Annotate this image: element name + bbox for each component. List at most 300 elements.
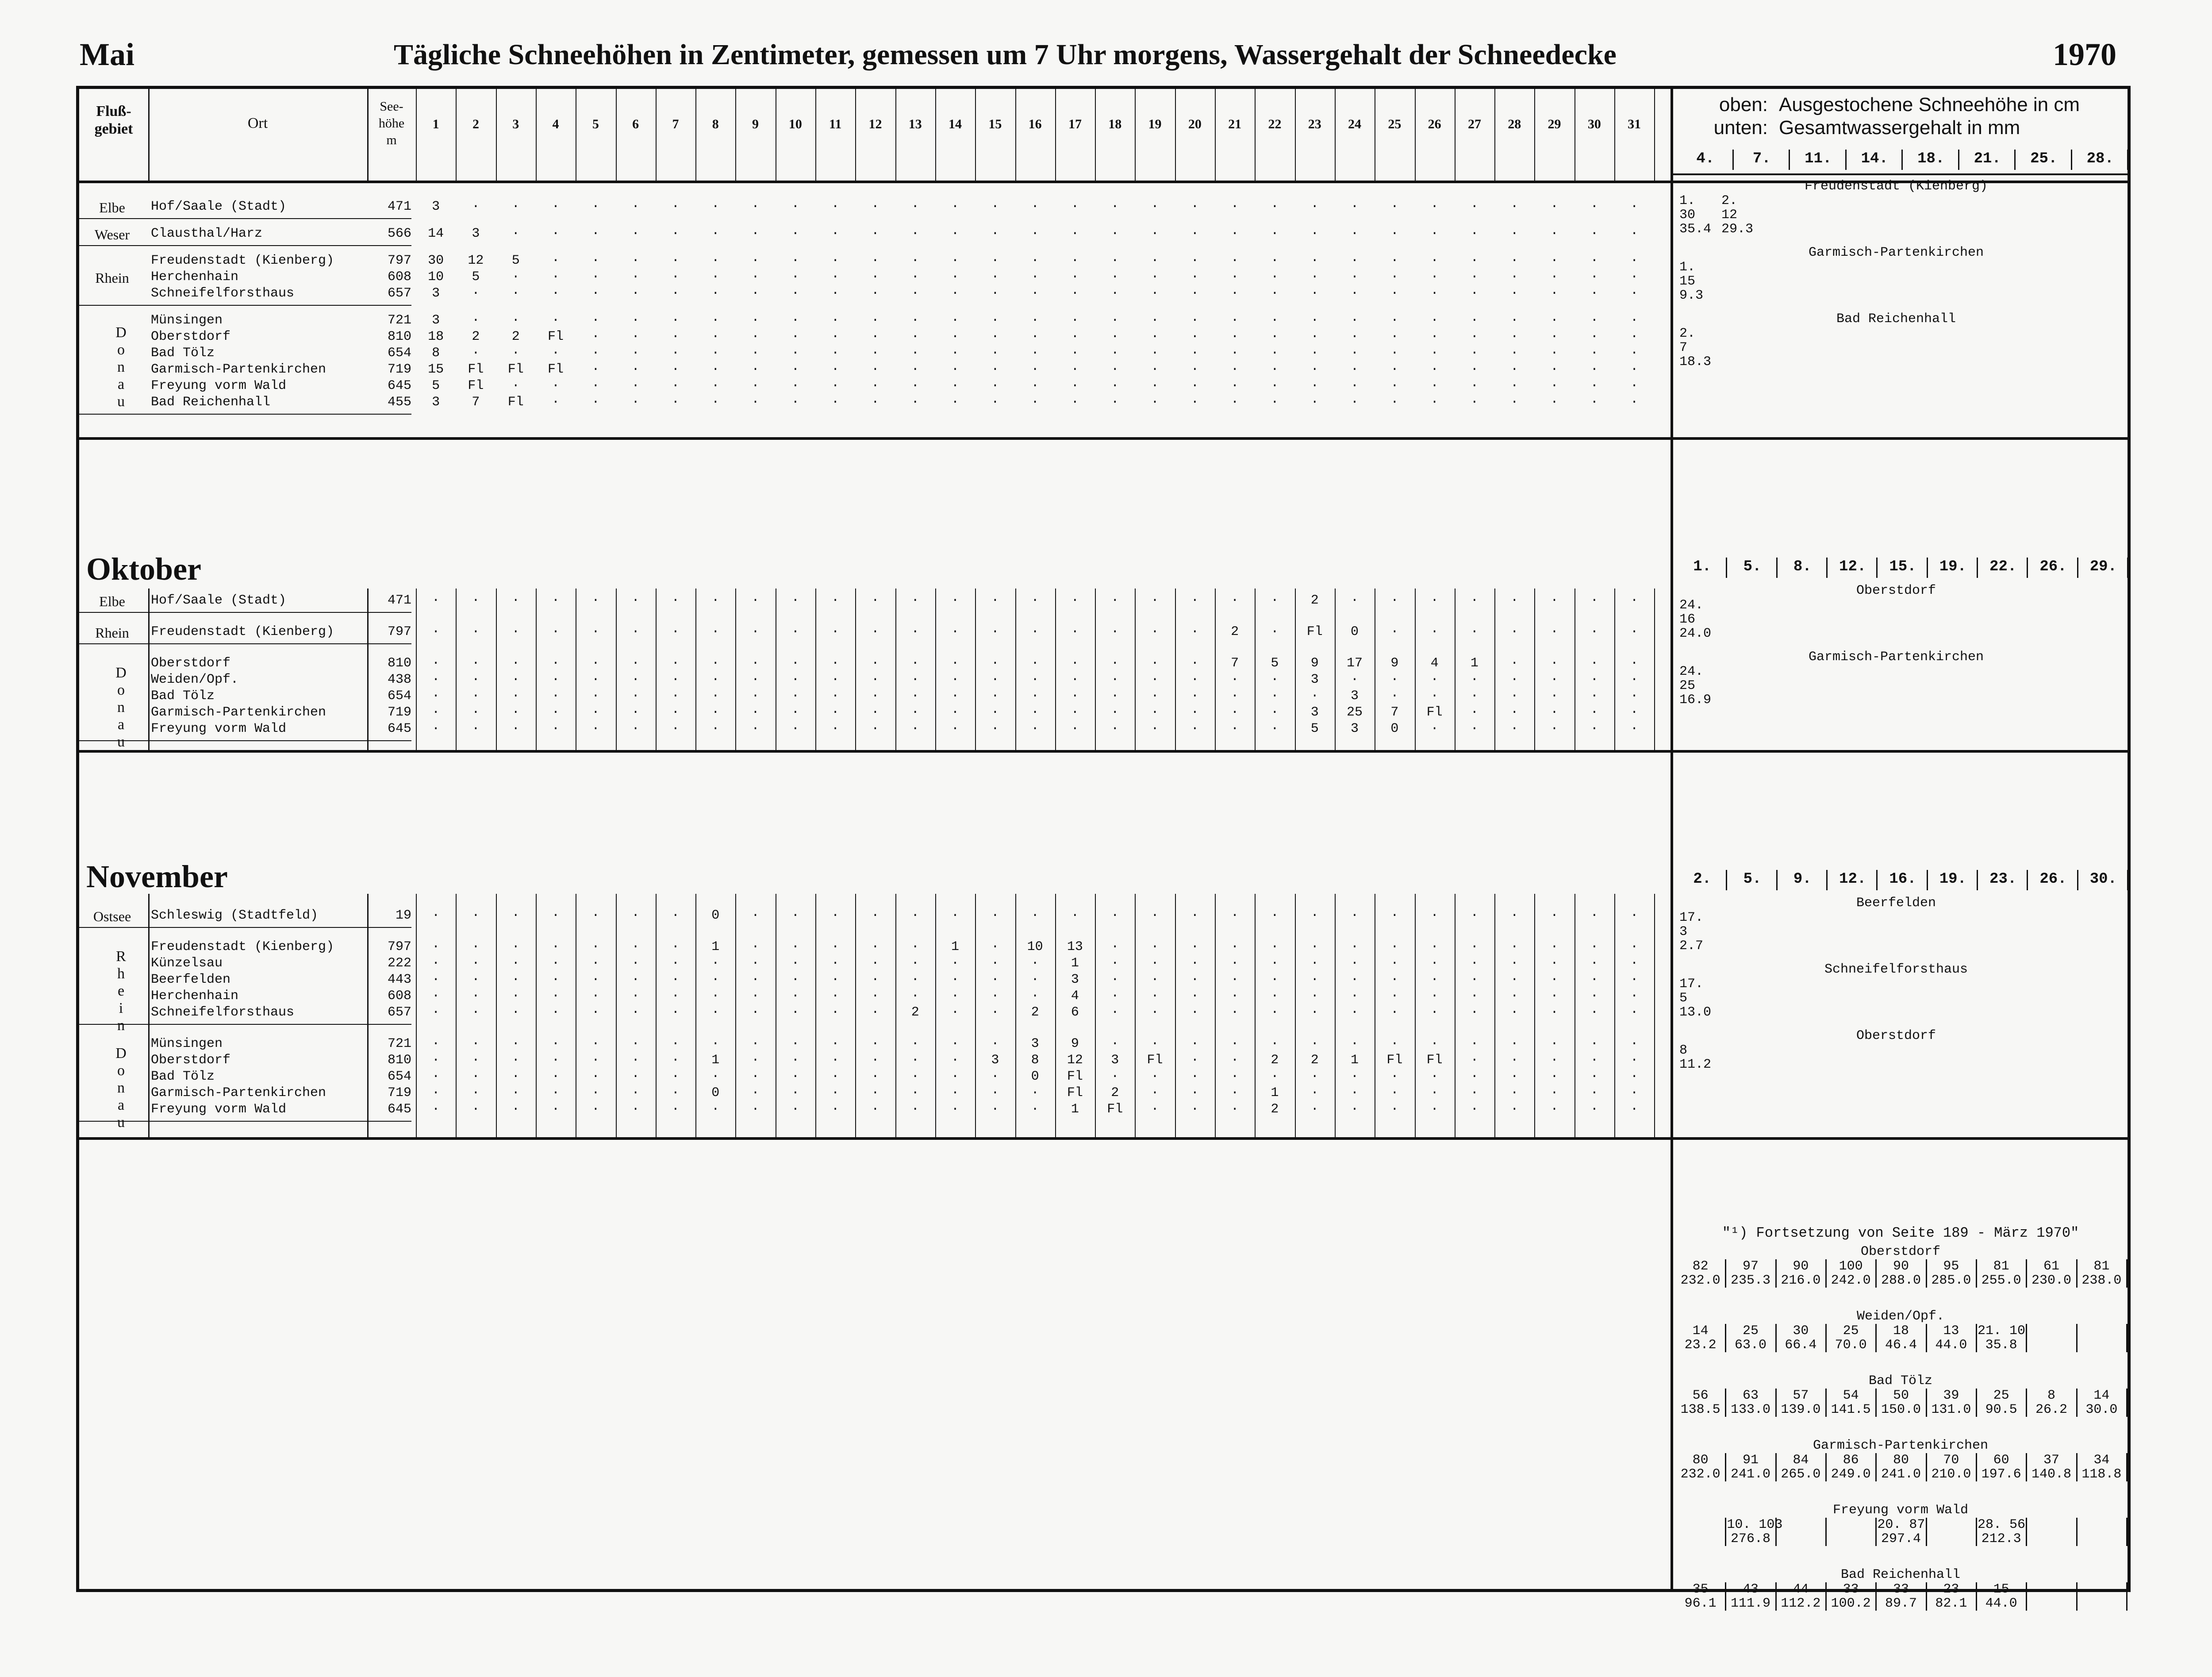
col-line	[1175, 588, 1176, 750]
mai-cell: ·	[831, 329, 840, 344]
november-cell: ·	[1031, 956, 1039, 971]
oktober-cell: ·	[671, 624, 680, 639]
col-line	[735, 588, 736, 750]
mai-cell: 7	[472, 395, 480, 410]
oktober-cell: ·	[991, 688, 999, 704]
continuation-bar	[2126, 1518, 2128, 1546]
mai-cell: ·	[991, 395, 999, 410]
continuation-value: 44 112.2	[1781, 1582, 1821, 1611]
continuation-bar	[2026, 1582, 2027, 1611]
col-line	[1534, 86, 1535, 181]
continuation-value: 61 230.0	[2031, 1259, 2071, 1288]
col-header-day-28: 28	[1508, 117, 1521, 131]
november-cell: ·	[831, 939, 840, 954]
mai-cell: ·	[831, 199, 840, 214]
continuation-title: "¹) Fortsetzung von Seite 189 - März 1970"	[1722, 1225, 2079, 1241]
mai-cell: ·	[991, 286, 999, 301]
mai-cell: ·	[831, 286, 840, 301]
mai-cell: ·	[1510, 313, 1519, 328]
mai-cell: ·	[631, 269, 640, 285]
mai-cell: ·	[472, 199, 480, 214]
oktober-ort: Hof/Saale (Stadt)	[151, 593, 287, 608]
mai-cell: ·	[1510, 253, 1519, 268]
november-cell: 2	[1031, 1005, 1039, 1020]
november-cell: ·	[871, 939, 879, 954]
november-cell: ·	[1190, 956, 1199, 971]
november-cell: ·	[911, 1102, 919, 1117]
oktober-cell: ·	[631, 705, 640, 720]
mai-cell: ·	[1111, 362, 1119, 377]
mai-cell: ·	[911, 226, 919, 241]
continuation-value: 57 139.0	[1781, 1388, 1821, 1417]
mai-cell: ·	[1231, 226, 1239, 241]
november-cell: ·	[751, 956, 760, 971]
mai-river: Weser	[94, 226, 130, 242]
continuation-bar	[1825, 1324, 1827, 1352]
mai-cell: ·	[1550, 378, 1559, 393]
mai-cell: ·	[711, 395, 720, 410]
mai-group-line	[76, 305, 411, 306]
mai-cell: 5	[511, 253, 520, 268]
mai-cell: ·	[871, 378, 879, 393]
november-seehoehe: 654	[387, 1069, 411, 1084]
oktober-cell: ·	[1510, 593, 1519, 608]
november-seehoehe: 810	[387, 1053, 411, 1068]
oktober-seehoehe: 654	[387, 688, 411, 704]
mai-cell: ·	[1190, 199, 1199, 214]
oktober-cell: ·	[831, 688, 840, 704]
col-header-day-20: 20	[1188, 117, 1202, 131]
mai-river: Elbe	[99, 199, 125, 215]
november-cell: 2	[1271, 1102, 1279, 1117]
page-title: Tägliche Schneehöhen in Zentimeter, gemessen um 7 Uhr morgens, Wassergehalt der Schneedecke	[394, 38, 1617, 71]
col-header-day-8: 8	[712, 117, 719, 131]
oktober-cell: ·	[1031, 688, 1039, 704]
mai-cell: ·	[1590, 395, 1598, 410]
november-cell: ·	[591, 956, 600, 971]
november-cell: ·	[472, 1102, 480, 1117]
right-panel-divider	[1671, 86, 1673, 1592]
oktober-cell: ·	[591, 688, 600, 704]
november-cell: ·	[991, 972, 999, 987]
november-cell: ·	[831, 1053, 840, 1068]
mai-cell: ·	[1071, 313, 1079, 328]
mai-cell: ·	[1430, 395, 1439, 410]
mai-cell: ·	[951, 378, 960, 393]
mai-cell: ·	[1190, 226, 1199, 241]
continuation-station: Oberstdorf	[1860, 1244, 1941, 1259]
col-line	[815, 588, 816, 750]
november-cell: ·	[1271, 989, 1279, 1004]
continuation-bar	[1976, 1389, 1977, 1417]
mai-seehoehe: 566	[387, 226, 411, 241]
oktober-cell: ·	[951, 705, 960, 720]
continuation-bar	[2076, 1389, 2078, 1417]
mai-cell: ·	[1590, 253, 1598, 268]
continuation-bar	[2026, 1389, 2027, 1417]
mai-ort: Freudenstadt (Kienberg)	[151, 253, 334, 268]
mai-cell: ·	[791, 313, 799, 328]
oktober-cell: 0	[1390, 721, 1399, 736]
november-cell: ·	[1470, 989, 1479, 1004]
mai-cell: Fl	[548, 329, 564, 344]
continuation-bar	[2126, 1259, 2128, 1288]
col-line	[656, 588, 657, 750]
mai-right-station: Bad Reichenhall	[1836, 312, 1956, 327]
col-line	[656, 894, 657, 1137]
november-cell: ·	[1310, 1102, 1319, 1117]
mai-cell: ·	[1390, 253, 1399, 268]
col-line	[456, 894, 457, 1137]
november-cell: ·	[871, 1005, 879, 1020]
november-cell: ·	[791, 908, 799, 923]
mai-cell: ·	[831, 362, 840, 377]
mai-cell: ·	[631, 378, 640, 393]
oktober-cell: ·	[1231, 721, 1239, 736]
november-cell: ·	[991, 1036, 999, 1051]
november-cell: 12	[1067, 1053, 1083, 1068]
mai-cell: ·	[1231, 329, 1239, 344]
mai-cell: ·	[1550, 226, 1559, 241]
oktober-cell: ·	[911, 593, 919, 608]
continuation-value: 25 63.0	[1734, 1323, 1767, 1353]
continuation-value: 10. 103 276.8	[1727, 1517, 1783, 1546]
continuation-bar	[1725, 1453, 1726, 1481]
oktober-cell: 5	[1271, 656, 1279, 671]
oktober-cell: ·	[711, 721, 720, 736]
mai-cell: ·	[1390, 362, 1399, 377]
november-cell: ·	[751, 1036, 760, 1051]
mai-seehoehe: 455	[387, 395, 411, 410]
mai-cell: ·	[1430, 286, 1439, 301]
oktober-cell: ·	[1590, 624, 1598, 639]
november-cell: ·	[1111, 989, 1119, 1004]
november-cell: ·	[791, 989, 799, 1004]
mai-cell: ·	[1430, 346, 1439, 361]
november-cell: ·	[991, 1005, 999, 1020]
november-cell: ·	[1550, 908, 1559, 923]
mai-cell: ·	[791, 362, 799, 377]
oktober-cell: ·	[1351, 672, 1359, 687]
mai-seehoehe: 657	[387, 286, 411, 301]
mai-river: Rhein	[95, 269, 129, 286]
continuation-value: 60 197.6	[1981, 1453, 2021, 1482]
col-line	[815, 894, 816, 1137]
mai-cell: ·	[1351, 286, 1359, 301]
november-cell: ·	[1351, 972, 1359, 987]
mai-cell: ·	[1031, 378, 1039, 393]
mai-cell: ·	[991, 329, 999, 344]
november-cell: ·	[751, 1005, 760, 1020]
november-seehoehe: 719	[387, 1085, 411, 1100]
mai-cell: ·	[791, 329, 799, 344]
col-line	[815, 86, 816, 181]
november-cell: 3	[1031, 1036, 1039, 1051]
november-cell: ·	[1151, 1036, 1159, 1051]
november-right-date-bar	[1927, 870, 1928, 890]
continuation-value: 100 242.0	[1831, 1259, 1871, 1288]
oktober-cell: ·	[1071, 705, 1079, 720]
mai-cell: ·	[751, 253, 760, 268]
november-seehoehe: 657	[387, 1005, 411, 1020]
november-cell: ·	[511, 1085, 520, 1100]
continuation-value: 35 96.1	[1684, 1582, 1717, 1611]
mai-cell: ·	[1231, 346, 1239, 361]
mai-cell: ·	[671, 362, 680, 377]
mai-cell: ·	[1470, 286, 1479, 301]
november-cell: ·	[1550, 1102, 1559, 1117]
november-cell: ·	[831, 956, 840, 971]
mai-cell: ·	[1271, 346, 1279, 361]
continuation-value: 20. 87 297.4	[1877, 1517, 1925, 1546]
mai-cell: ·	[871, 286, 879, 301]
november-cell: ·	[1310, 908, 1319, 923]
col-line	[1534, 894, 1535, 1137]
section-divider	[76, 1137, 2131, 1140]
mai-cell: ·	[1310, 362, 1319, 377]
mai-cell: ·	[1031, 346, 1039, 361]
mai-cell: ·	[552, 395, 560, 410]
mai-cell: ·	[1231, 253, 1239, 268]
continuation-value: 90 216.0	[1781, 1259, 1821, 1288]
mai-cell: ·	[1071, 362, 1079, 377]
continuation-value: 23 82.1	[1935, 1582, 1967, 1611]
oktober-title: Oktober	[86, 551, 201, 587]
november-cell: ·	[1111, 972, 1119, 987]
col-line	[616, 588, 617, 750]
oktober-cell: ·	[591, 624, 600, 639]
oktober-cell: ·	[432, 721, 440, 736]
mai-cell: ·	[552, 199, 560, 214]
year: 1970	[2053, 37, 2116, 72]
legend-unten: unten:	[1713, 117, 1768, 138]
oktober-cell: ·	[631, 721, 640, 736]
col-line	[1415, 86, 1416, 181]
mai-cell: ·	[631, 199, 640, 214]
oktober-cell: ·	[511, 688, 520, 704]
november-cell: ·	[951, 972, 960, 987]
col-line	[496, 588, 497, 750]
oktober-cell: ·	[472, 705, 480, 720]
november-cell: ·	[1111, 1069, 1119, 1084]
november-cell: ·	[951, 1069, 960, 1084]
mai-cell: ·	[831, 313, 840, 328]
col-line	[975, 86, 976, 181]
mai-cell: 2	[472, 329, 480, 344]
november-cell: ·	[1231, 972, 1239, 987]
november-cell: ·	[751, 908, 760, 923]
col-line	[1135, 86, 1136, 181]
col-line	[616, 894, 617, 1137]
november-cell: ·	[472, 956, 480, 971]
november-group-line	[76, 1024, 411, 1025]
november-cell: ·	[1510, 1036, 1519, 1051]
continuation-bar	[1725, 1582, 1726, 1611]
continuation-bar	[2076, 1259, 2078, 1288]
oktober-seehoehe: 438	[387, 672, 411, 687]
mai-cell: ·	[1310, 199, 1319, 214]
mai-cell: ·	[991, 362, 999, 377]
continuation-bar	[1825, 1453, 1827, 1481]
november-cell: ·	[511, 939, 520, 954]
november-cell: 1	[951, 939, 960, 954]
mai-cell: ·	[1510, 346, 1519, 361]
col-header-day-11: 11	[829, 117, 842, 131]
col-line	[1135, 588, 1136, 750]
november-cell: ·	[1310, 956, 1319, 971]
oktober-cell: ·	[631, 656, 640, 671]
mai-cell: ·	[1071, 378, 1079, 393]
mai-cell: ·	[1351, 253, 1359, 268]
col-header-day-3: 3	[512, 117, 519, 131]
oktober-cell: 4	[1430, 656, 1439, 671]
mai-cell: ·	[631, 346, 640, 361]
col-header-day-4: 4	[552, 117, 559, 131]
november-cell: ·	[1390, 1005, 1399, 1020]
oktober-cell: ·	[791, 624, 799, 639]
november-cell: 1	[1071, 1102, 1079, 1117]
continuation-bar	[2076, 1518, 2078, 1546]
mai-cell: ·	[1351, 378, 1359, 393]
mai-cell: ·	[911, 395, 919, 410]
col-line	[1175, 86, 1176, 181]
mai-cell: ·	[1510, 378, 1519, 393]
november-cell: 2	[1310, 1053, 1319, 1068]
continuation-bar	[1926, 1324, 1927, 1352]
mai-cell: ·	[591, 395, 600, 410]
november-cell: 1	[1071, 956, 1079, 971]
mai-right-date-bar	[1845, 150, 1847, 170]
mai-cell: ·	[1310, 253, 1319, 268]
col-header-day-31: 31	[1628, 117, 1641, 131]
oktober-cell: ·	[1510, 705, 1519, 720]
november-cell: ·	[591, 1069, 600, 1084]
november-right-date-5: 19.	[1939, 871, 1966, 888]
mai-right-date-bar	[1732, 150, 1734, 170]
november-cell: ·	[1351, 956, 1359, 971]
col-header-day-21: 21	[1228, 117, 1242, 131]
november-ort: Bad Tölz	[151, 1069, 215, 1084]
mai-cell: ·	[552, 286, 560, 301]
continuation-bar	[1976, 1582, 1977, 1611]
november-cell: ·	[671, 989, 680, 1004]
mai-cell: ·	[1590, 362, 1598, 377]
oktober-cell: ·	[831, 593, 840, 608]
november-cell: ·	[1470, 1036, 1479, 1051]
oktober-cell: ·	[911, 656, 919, 671]
oktober-cell: ·	[1031, 656, 1039, 671]
oktober-cell: ·	[1550, 656, 1559, 671]
mai-cell: ·	[1550, 329, 1559, 344]
oktober-cell: ·	[1071, 656, 1079, 671]
oktober-cell: ·	[1190, 672, 1199, 687]
november-cell: ·	[1510, 1085, 1519, 1100]
mai-cell: ·	[951, 269, 960, 285]
november-cell: ·	[831, 908, 840, 923]
mai-cell: ·	[1031, 269, 1039, 285]
oktober-cell: ·	[1390, 688, 1399, 704]
mai-cell: ·	[951, 226, 960, 241]
november-cell: ·	[511, 1102, 520, 1117]
mai-right-station: Garmisch-Partenkirchen	[1808, 245, 1984, 260]
continuation-value: 97 235.3	[1730, 1259, 1770, 1288]
oktober-right-entry: 24. 25 16.9	[1679, 664, 1712, 708]
mai-cell: ·	[1071, 395, 1079, 410]
november-ort: Münsingen	[151, 1036, 223, 1051]
continuation-value: 63 133.0	[1730, 1388, 1770, 1417]
oktober-right-date-4: 15.	[1889, 558, 1916, 575]
november-cell: ·	[671, 939, 680, 954]
mai-cell: ·	[1590, 226, 1598, 241]
november-right-station: Schneifelforsthaus	[1824, 962, 1968, 977]
november-cell: ·	[711, 1005, 720, 1020]
mai-cell: ·	[552, 378, 560, 393]
col-line	[735, 894, 736, 1137]
mai-cell: ·	[791, 346, 799, 361]
mai-cell: ·	[991, 346, 999, 361]
mai-cell: ·	[1390, 286, 1399, 301]
november-cell: ·	[552, 1069, 560, 1084]
oktober-cell: ·	[1630, 672, 1639, 687]
continuation-bar	[1976, 1259, 1977, 1288]
continuation-value: 50 150.0	[1881, 1388, 1921, 1417]
col-line	[975, 894, 976, 1137]
oktober-cell: ·	[1590, 656, 1598, 671]
mai-cell: ·	[1550, 286, 1559, 301]
col-line	[1335, 588, 1336, 750]
mai-cell: ·	[1470, 378, 1479, 393]
november-seehoehe: 19	[395, 908, 411, 923]
mai-cell: ·	[1590, 269, 1598, 285]
mai-cell: ·	[751, 313, 760, 328]
november-cell: ·	[671, 1085, 680, 1100]
november-cell: ·	[1231, 1102, 1239, 1117]
november-cell: ·	[911, 972, 919, 987]
oktober-cell: ·	[511, 705, 520, 720]
col-header-day-10: 10	[788, 117, 802, 131]
november-cell: ·	[591, 939, 600, 954]
oktober-seehoehe: 810	[387, 656, 411, 671]
oktober-river: Rhein	[95, 624, 129, 641]
oktober-cell: ·	[1031, 593, 1039, 608]
november-cell: ·	[871, 989, 879, 1004]
mai-cell: ·	[1630, 269, 1639, 285]
november-seehoehe: 443	[387, 972, 411, 987]
oktober-right-date-2: 8.	[1793, 558, 1812, 575]
november-cell: ·	[991, 1102, 999, 1117]
mai-cell: 5	[432, 378, 440, 393]
november-seehoehe: 222	[387, 956, 411, 971]
col-line	[1255, 588, 1256, 750]
oktober-cell: ·	[1071, 688, 1079, 704]
november-cell: ·	[951, 908, 960, 923]
oktober-cell: ·	[1071, 721, 1079, 736]
continuation-bar	[1725, 1389, 1726, 1417]
november-cell: ·	[631, 939, 640, 954]
mai-cell: ·	[671, 378, 680, 393]
mai-cell: ·	[1071, 346, 1079, 361]
oktober-cell: ·	[831, 624, 840, 639]
mai-cell: ·	[1470, 199, 1479, 214]
col-header-day-26: 26	[1428, 117, 1441, 131]
mai-cell: ·	[1151, 395, 1159, 410]
november-cell: ·	[432, 956, 440, 971]
col-line	[1534, 588, 1535, 750]
mai-cell: ·	[1390, 346, 1399, 361]
col-line	[1215, 894, 1216, 1137]
mai-cell: Fl	[548, 362, 564, 377]
november-cell: ·	[1390, 939, 1399, 954]
